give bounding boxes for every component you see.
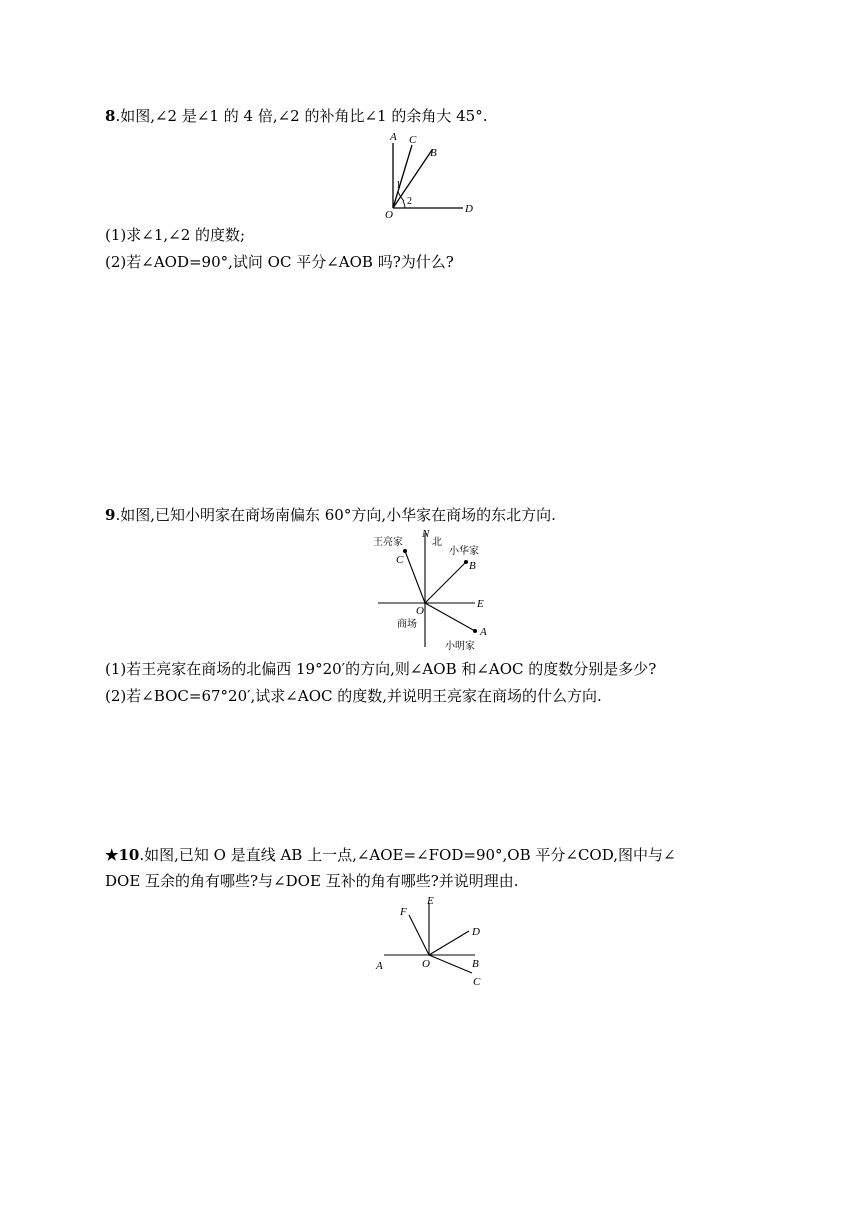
q9-label-b: B <box>469 560 476 572</box>
q8-figure <box>380 128 490 220</box>
q10-label-f: F <box>400 906 407 918</box>
q9-figure <box>370 527 500 653</box>
q10-stem-line1 <box>105 845 676 865</box>
q10-stem-line2: DOE 互余的角有哪些?与∠DOE 互补的角有哪些?并说明理由. <box>105 872 519 890</box>
q8-stem-text: .如图,∠2 是∠1 的 4 倍,∠2 的补角比∠1 的余角大 45°. <box>115 107 488 125</box>
q9-number: 9 <box>105 506 116 524</box>
q8-part1: (1)求∠1,∠2 的度数; <box>105 226 246 244</box>
q8-label-b: B <box>430 147 437 159</box>
q9-label-e: E <box>477 598 484 610</box>
q8-label-d: D <box>465 203 473 215</box>
q10-label-b: B <box>472 958 479 970</box>
q8-stem <box>105 106 487 126</box>
q8-number: 8 <box>105 107 116 125</box>
q9-label-a: A <box>480 626 487 638</box>
q8-part2: (2)若∠AOD=90°,试问 OC 平分∠AOB 吗?为什么? <box>105 253 454 271</box>
q10-label-e: E <box>427 895 434 907</box>
q9-part1: (1)若王亮家在商场的北偏西 19°20′的方向,则∠AOB 和∠AOC 的度数分别是多少? <box>105 660 657 678</box>
q9-label-xiaohua: 小华家 <box>449 546 479 557</box>
q10-label-d: D <box>472 926 480 938</box>
q9-label-mall: 商场 <box>397 619 417 630</box>
q9-part2: (2)若∠BOC=67°20′,试求∠AOC 的度数,并说明王亮家在商场的什么方向. <box>105 687 602 705</box>
q9-label-xiaoming: 小明家 <box>445 641 475 652</box>
q9-stem-text: .如图,已知小明家在商场南偏东 60°方向,小华家在商场的东北方向. <box>115 506 556 524</box>
q10-label-a: A <box>376 960 383 972</box>
q10-figure <box>372 893 492 993</box>
q10-label-c: C <box>473 976 481 988</box>
q9-label-n: N <box>422 528 430 540</box>
q9-label-wangliang: 王亮家 <box>373 537 403 548</box>
q10-stem-text-1: .如图,已知 O 是直线 AB 上一点,∠AOE=∠FOD=90°,OB 平分∠COD,图中与∠ <box>139 846 676 864</box>
q8-angle-2: 2 <box>407 196 412 207</box>
q8-label-a: A <box>390 131 397 143</box>
q9-label-o: O <box>416 605 424 617</box>
q8-label-c: C <box>409 134 417 146</box>
q9-label-north: 北 <box>432 537 442 548</box>
q10-number: ★10 <box>105 846 140 864</box>
q9-stem <box>105 505 556 525</box>
q8-angle-1: 1 <box>396 180 401 191</box>
q10-label-o: O <box>422 958 430 970</box>
q8-label-o: O <box>385 209 393 221</box>
q9-label-c: C <box>396 554 404 566</box>
